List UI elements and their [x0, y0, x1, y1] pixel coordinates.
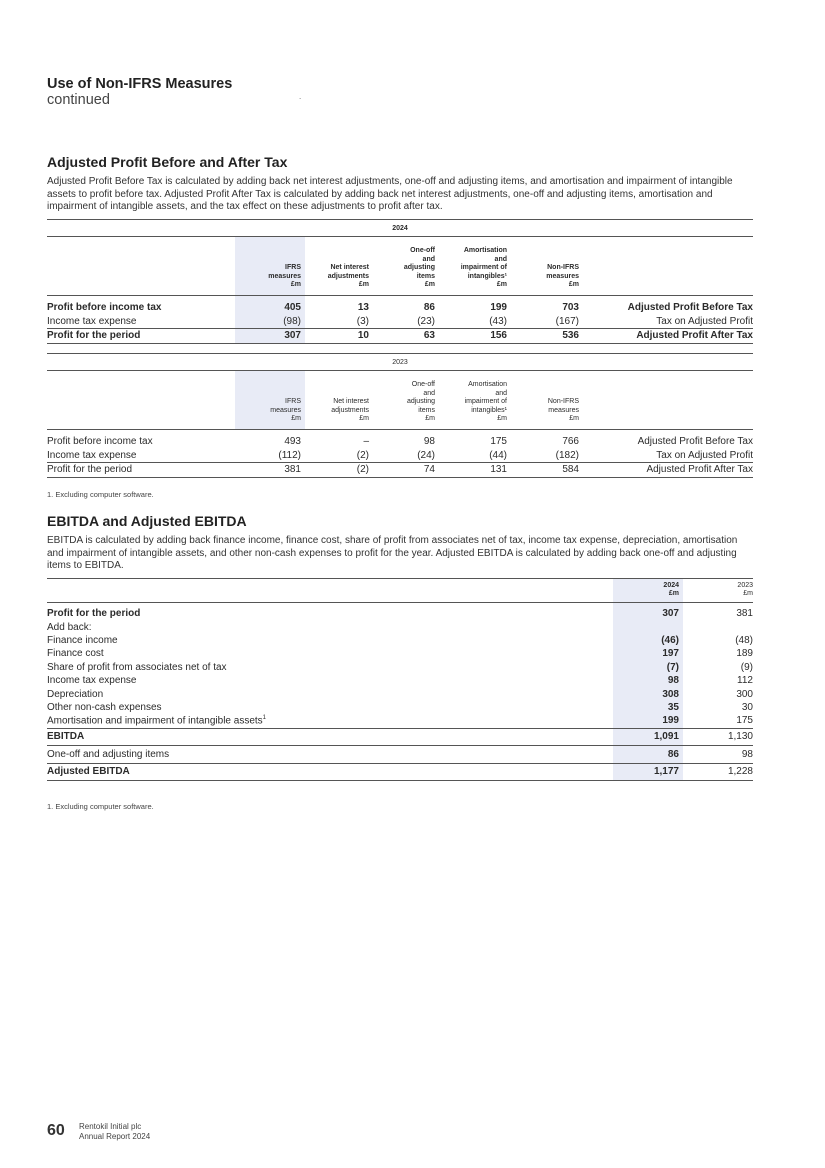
cell-value: (44) [489, 449, 507, 461]
row-label: Finance cost [47, 648, 104, 660]
adjusted-ebitda-2023: 1,228 [683, 763, 753, 780]
value-2024: 98 [613, 674, 683, 687]
year-label-2024: 2024 [47, 220, 753, 237]
cell-value: (2) [305, 463, 375, 478]
cell-value: 86 [423, 302, 435, 314]
value-2023: 175 [736, 715, 753, 727]
page-number: 60 [47, 1122, 65, 1139]
value-2024: 307 [613, 603, 683, 621]
report-name: Annual Report 2024 [79, 1132, 151, 1141]
value-2024: 308 [613, 687, 683, 700]
row-adjusted-label: Tax on Adjusted Profit [656, 315, 753, 327]
year-label-2023: 2023 [47, 354, 753, 371]
cell-value: 74 [375, 463, 441, 478]
row-adjusted-label: Adjusted Profit After Tax [585, 329, 753, 344]
oneoff-2024: 86 [613, 745, 683, 763]
row-label: Income tax expense [47, 315, 137, 327]
header-spacer [47, 371, 235, 430]
value-2024: (46) [613, 634, 683, 647]
cell-value: (182) [555, 449, 579, 461]
cell-value: (112) [278, 449, 301, 461]
row-adjusted-label: Adjusted Profit Before Tax [637, 436, 753, 448]
ebitda-label: EBITDA [47, 728, 613, 745]
cell-value: (167) [555, 315, 579, 327]
adjusted-ebitda-2024: 1,177 [613, 763, 683, 780]
header-spacer [47, 237, 235, 296]
row-label: Share of profit from associates net of tax [47, 661, 227, 673]
row-label: Income tax expense [47, 449, 137, 461]
value-2023: 300 [736, 688, 753, 700]
row-adjusted-label: Adjusted Profit After Tax [585, 463, 753, 478]
footnote-section2: 1. Excluding computer software. [47, 802, 154, 811]
row-label: Profit for the period [47, 329, 235, 344]
table-row [47, 634, 753, 647]
cell-value: – [363, 436, 369, 448]
column-header: Non-IFRS measures £m [513, 371, 585, 430]
value-2024: (7) [613, 661, 683, 674]
value-2024: 197 [613, 647, 683, 660]
table-row [47, 603, 753, 621]
adjusted-profit-table-2023 [47, 353, 753, 478]
oneoff-label: One-off and adjusting items [47, 748, 170, 760]
page-subtitle: continued [47, 92, 110, 108]
row-label: Other non-cash expenses [47, 701, 162, 713]
row-label: Profit for the period [47, 463, 235, 478]
cell-value: 703 [562, 302, 579, 314]
column-header: Net interest adjustments £m [305, 237, 375, 296]
cell-value: 766 [562, 436, 579, 448]
table-row [47, 430, 753, 449]
column-headers-2024 [47, 237, 753, 296]
cell-value: 405 [235, 296, 305, 315]
cell-value: 131 [441, 463, 513, 478]
page-title: Use of Non-IFRS Measures [47, 76, 233, 92]
cell-value: 175 [490, 436, 507, 448]
ebitda-2024: 1,091 [613, 728, 683, 745]
row-label: Finance income [47, 634, 118, 646]
cell-value: 536 [513, 329, 585, 344]
header-spacer [585, 237, 753, 296]
cell-value: (24) [417, 449, 435, 461]
cell-value: 63 [375, 329, 441, 344]
cell-value: 98 [423, 436, 435, 448]
table-row [47, 449, 753, 463]
oneoff-2023: 98 [741, 748, 753, 760]
table-row [47, 329, 753, 344]
row-label: Add back: [47, 621, 92, 633]
row-adjusted-label: Adjusted Profit Before Tax [627, 302, 753, 314]
footnote-marker: 1 [262, 715, 267, 722]
row-label: Amortisation and impairment of intangible assets$^1$ [47, 715, 267, 727]
value-2024 [613, 620, 683, 633]
table-row [47, 661, 753, 674]
row-label: Profit before income tax [47, 436, 153, 448]
table-row [47, 674, 753, 687]
column-header: One-off and adjusting items £m [375, 237, 441, 296]
table-row [47, 296, 753, 315]
table-row [47, 647, 753, 660]
table-row [47, 463, 753, 478]
row-label: Profit for the period [47, 608, 141, 620]
table-row [47, 620, 753, 633]
column-header: One-off and adjusting items £m [375, 371, 441, 430]
cell-value: (2) [356, 449, 369, 461]
section-title-ebitda: EBITDA and Adjusted EBITDA [47, 513, 247, 529]
header-spacer [585, 371, 753, 430]
value-2023: 381 [736, 608, 753, 620]
cell-value: 156 [441, 329, 513, 344]
cell-value: 13 [357, 302, 369, 314]
row-label: Income tax expense [47, 675, 137, 687]
col-header-2024: 2024 £m [613, 579, 683, 603]
company-name: Rentokil Initial plc [79, 1122, 142, 1131]
value-2023: 189 [736, 648, 753, 660]
cell-value: (3) [356, 315, 369, 327]
column-header: Amortisation and impairment of intangibles¹ £m [441, 371, 513, 430]
cell-value: 493 [284, 436, 301, 448]
column-header: IFRS measures £m [235, 237, 305, 296]
ebitda-2023: 1,130 [683, 728, 753, 745]
adjusted-profit-table-2024 [47, 219, 753, 344]
cell-value: 381 [235, 463, 305, 478]
footer-company [79, 1122, 150, 1142]
table-row [47, 714, 753, 728]
cell-value: 307 [235, 329, 305, 344]
cell-value: 199 [490, 302, 507, 314]
value-2024: 199 [613, 714, 683, 728]
value-2023 [683, 620, 753, 633]
column-header: IFRS measures £m [235, 371, 305, 430]
cell-value: (98) [235, 315, 305, 329]
cell-value: (23) [417, 315, 435, 327]
row-label: Depreciation [47, 688, 104, 700]
section-intro-ebitda: EBITDA is calculated by adding back finance income, finance cost, share of profit from associates net of tax, income tax expense, depreciation, amortisation and impairment of intangible assets, and other non-cash expenses to profit for the year. Adjusted EBITDA is calculated by adding back one-off and adjusting items to EBITDA. [47, 535, 738, 571]
column-header: Net interest adjustments £m [305, 371, 375, 430]
column-headers-2023 [47, 371, 753, 430]
value-2023: (9) [740, 661, 753, 673]
table-row [47, 701, 753, 714]
col-header-2023: 2023 £m [683, 579, 753, 603]
cell-value: 584 [513, 463, 585, 478]
value-2023: 30 [741, 701, 753, 713]
cell-value: (43) [489, 315, 507, 327]
column-header: Amortisation and impairment of intangibles¹ £m [441, 237, 513, 296]
adjusted-ebitda-label: Adjusted EBITDA [47, 763, 613, 780]
column-header: Non-IFRS measures £m [513, 237, 585, 296]
value-2023: (48) [735, 634, 753, 646]
ebitda-table [47, 578, 753, 781]
footnote-section1: 1. Excluding computer software. [47, 490, 154, 499]
section-intro-adjusted-profit: Adjusted Profit Before Tax is calculated by adding back net interest adjustments, one-off and adjusting items, and amortisation and impairment of intangible assets to profit before tax. Adjusted Profit After Tax is calculated by adding back net interest adjustments, one-off and adjusting items, amortisation and impairment of intangible assets, and the tax effect on these adjustments to profit after tax. [47, 176, 733, 212]
cell-value: 10 [305, 329, 375, 344]
section-title-adjusted-profit: Adjusted Profit Before and After Tax [47, 154, 288, 170]
table-row [47, 687, 753, 700]
value-2023: 112 [737, 675, 753, 687]
table-row [47, 315, 753, 329]
row-adjusted-label: Tax on Adjusted Profit [656, 449, 753, 461]
row-label: Profit before income tax [47, 302, 162, 314]
value-2024: 35 [613, 701, 683, 714]
header-mark: . [299, 92, 302, 101]
